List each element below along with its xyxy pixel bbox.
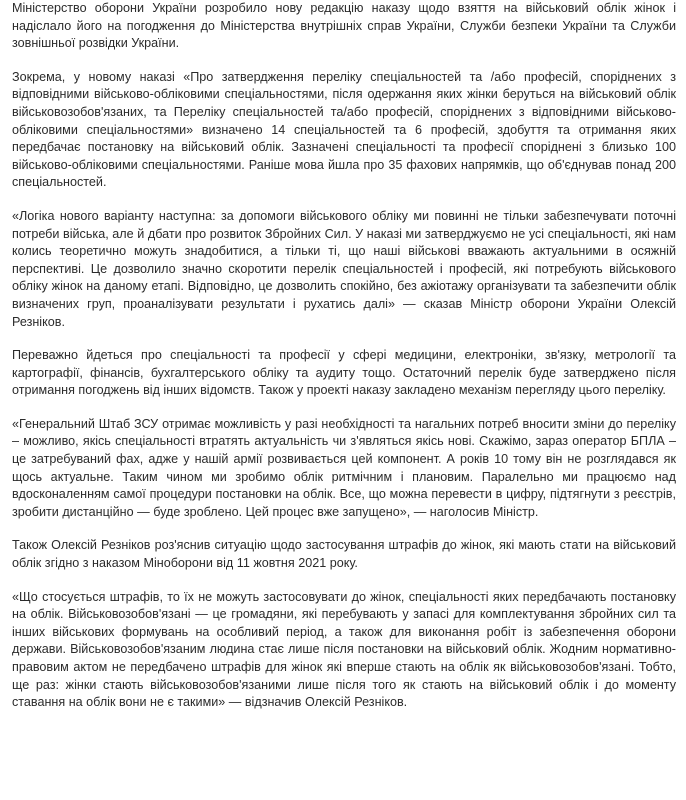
paragraph-general-staff-quote: «Генеральний Штаб ЗСУ отримає можливість у разі необхідності та нагальних потреб вносити зміни до переліку – можливо, якісь спеціальності втратять актуальність чи з'являться якісь нові. Скажімо, зараз оператор БПЛА – це затребуваний фах, адже у нашій армії розвивається цей компонент. А років 10 тому він не розглядався як щось актуальне. Таким чином ми зробимо облік ритмічним і плановим. Паралельно ми працюємо над вдосконаленням самої процедури постановки на облік. Все, що можна перевести в цифру, підтягнути з реєстрів, зробити дистанційно — буде зроблено. Цей процес вже запущено», — наголосив Міністр.	[12, 416, 676, 519]
paragraph-specialties: Переважно йдеться про спеціальності та професії у сфері медицини, електроніки, зв'язку, метрології та картографії, фінансів, бухгалтерського обліку та аудиту тощо. Остаточний перелік буде затверджено після отримання погоджень від інших відомств. Також у проекті наказу закладено механізм перегляду цього переліку.	[12, 348, 676, 398]
paragraph-fines-intro: Також Олексій Резніков роз'яснив ситуацію щодо застосування штрафів до жінок, які мають стати на військовий облік згідно з наказом Міноборони від 11 жовтня 2021 року.	[12, 538, 676, 571]
paragraph-fines-quote: «Що стосується штрафів, то їх не можуть застосовувати до жінок, спеціальності яких передбачають постановку на облік. Військовозобов'язані — це громадяни, які перебувають у запасі для комплектування збройних сил та інших військових формувань на особливий період, а також для виконання робіт із забезпечення оборони держави. Військовозобов'язаним людина стає лише після постановки на військовий облік. Жодним нормативно-правовим актом не передбачено штрафів для жінок які вперше стають на облік як військовозобов'язані. Тобто, ще раз: жінки стають військовозобов'язаними лише після того як стають на військовий облік і до моменту ставання на облік вони не є такими» — відзначив Олексій Резніков.	[12, 589, 676, 710]
paragraph-new-order: Зокрема, у новому наказі «Про затвердження переліку спеціальностей та /або професій, споріднених з відповідними військово-обліковими спеціальностями, після одержання яких жінки беруться на військовий облік військовозобов'язаних, та Переліку спеціальностей та/або професій, споріднених з відповідними військово-обліковими спеціальностями» визначено 14 спеціальностей та 6 професій, здобуття та отримання яких передбачає постановку на військовий облік. Зазначені спеціальності та професії споріднені з близько 100 військово-обліковими спеціальностями. Раніше мова йшла про 35 фахових напрямків, що об'єднував понад 200 спеціальностей.	[12, 69, 676, 190]
paragraph-minister-quote-logic: «Логіка нового варіанту наступна: за допомоги військового обліку ми повинні не тільки забезпечувати поточні потреби війська, але й дбати про розвиток Збройних Сил. У наказі ми затверджуємо не усі спеціальності, які нам колись теоретично можуть знадобитися, а тільки ті, що наші військові вважають актуальними в осяжній перспективі. Це дозволило значно скоротити перелік спеціальностей і професій, які потребують військового обліку жінок на даному етапі. Відповідно, це дозволить спокійно, без ажіотажу організувати та забезпечити облік визначених груп, проаналізувати результати і рухатись далі» — сказав Міністр оборони України Олексій Резніков.	[12, 208, 676, 329]
paragraph-intro: Міністерство оборони України розробило нову редакцію наказу щодо взяття на військовий облік жінок і надіслало його на погодження до Міністерства внутрішніх справ України, Служби безпеки України та Служби зовнішньої розвідки України.	[12, 1, 676, 51]
